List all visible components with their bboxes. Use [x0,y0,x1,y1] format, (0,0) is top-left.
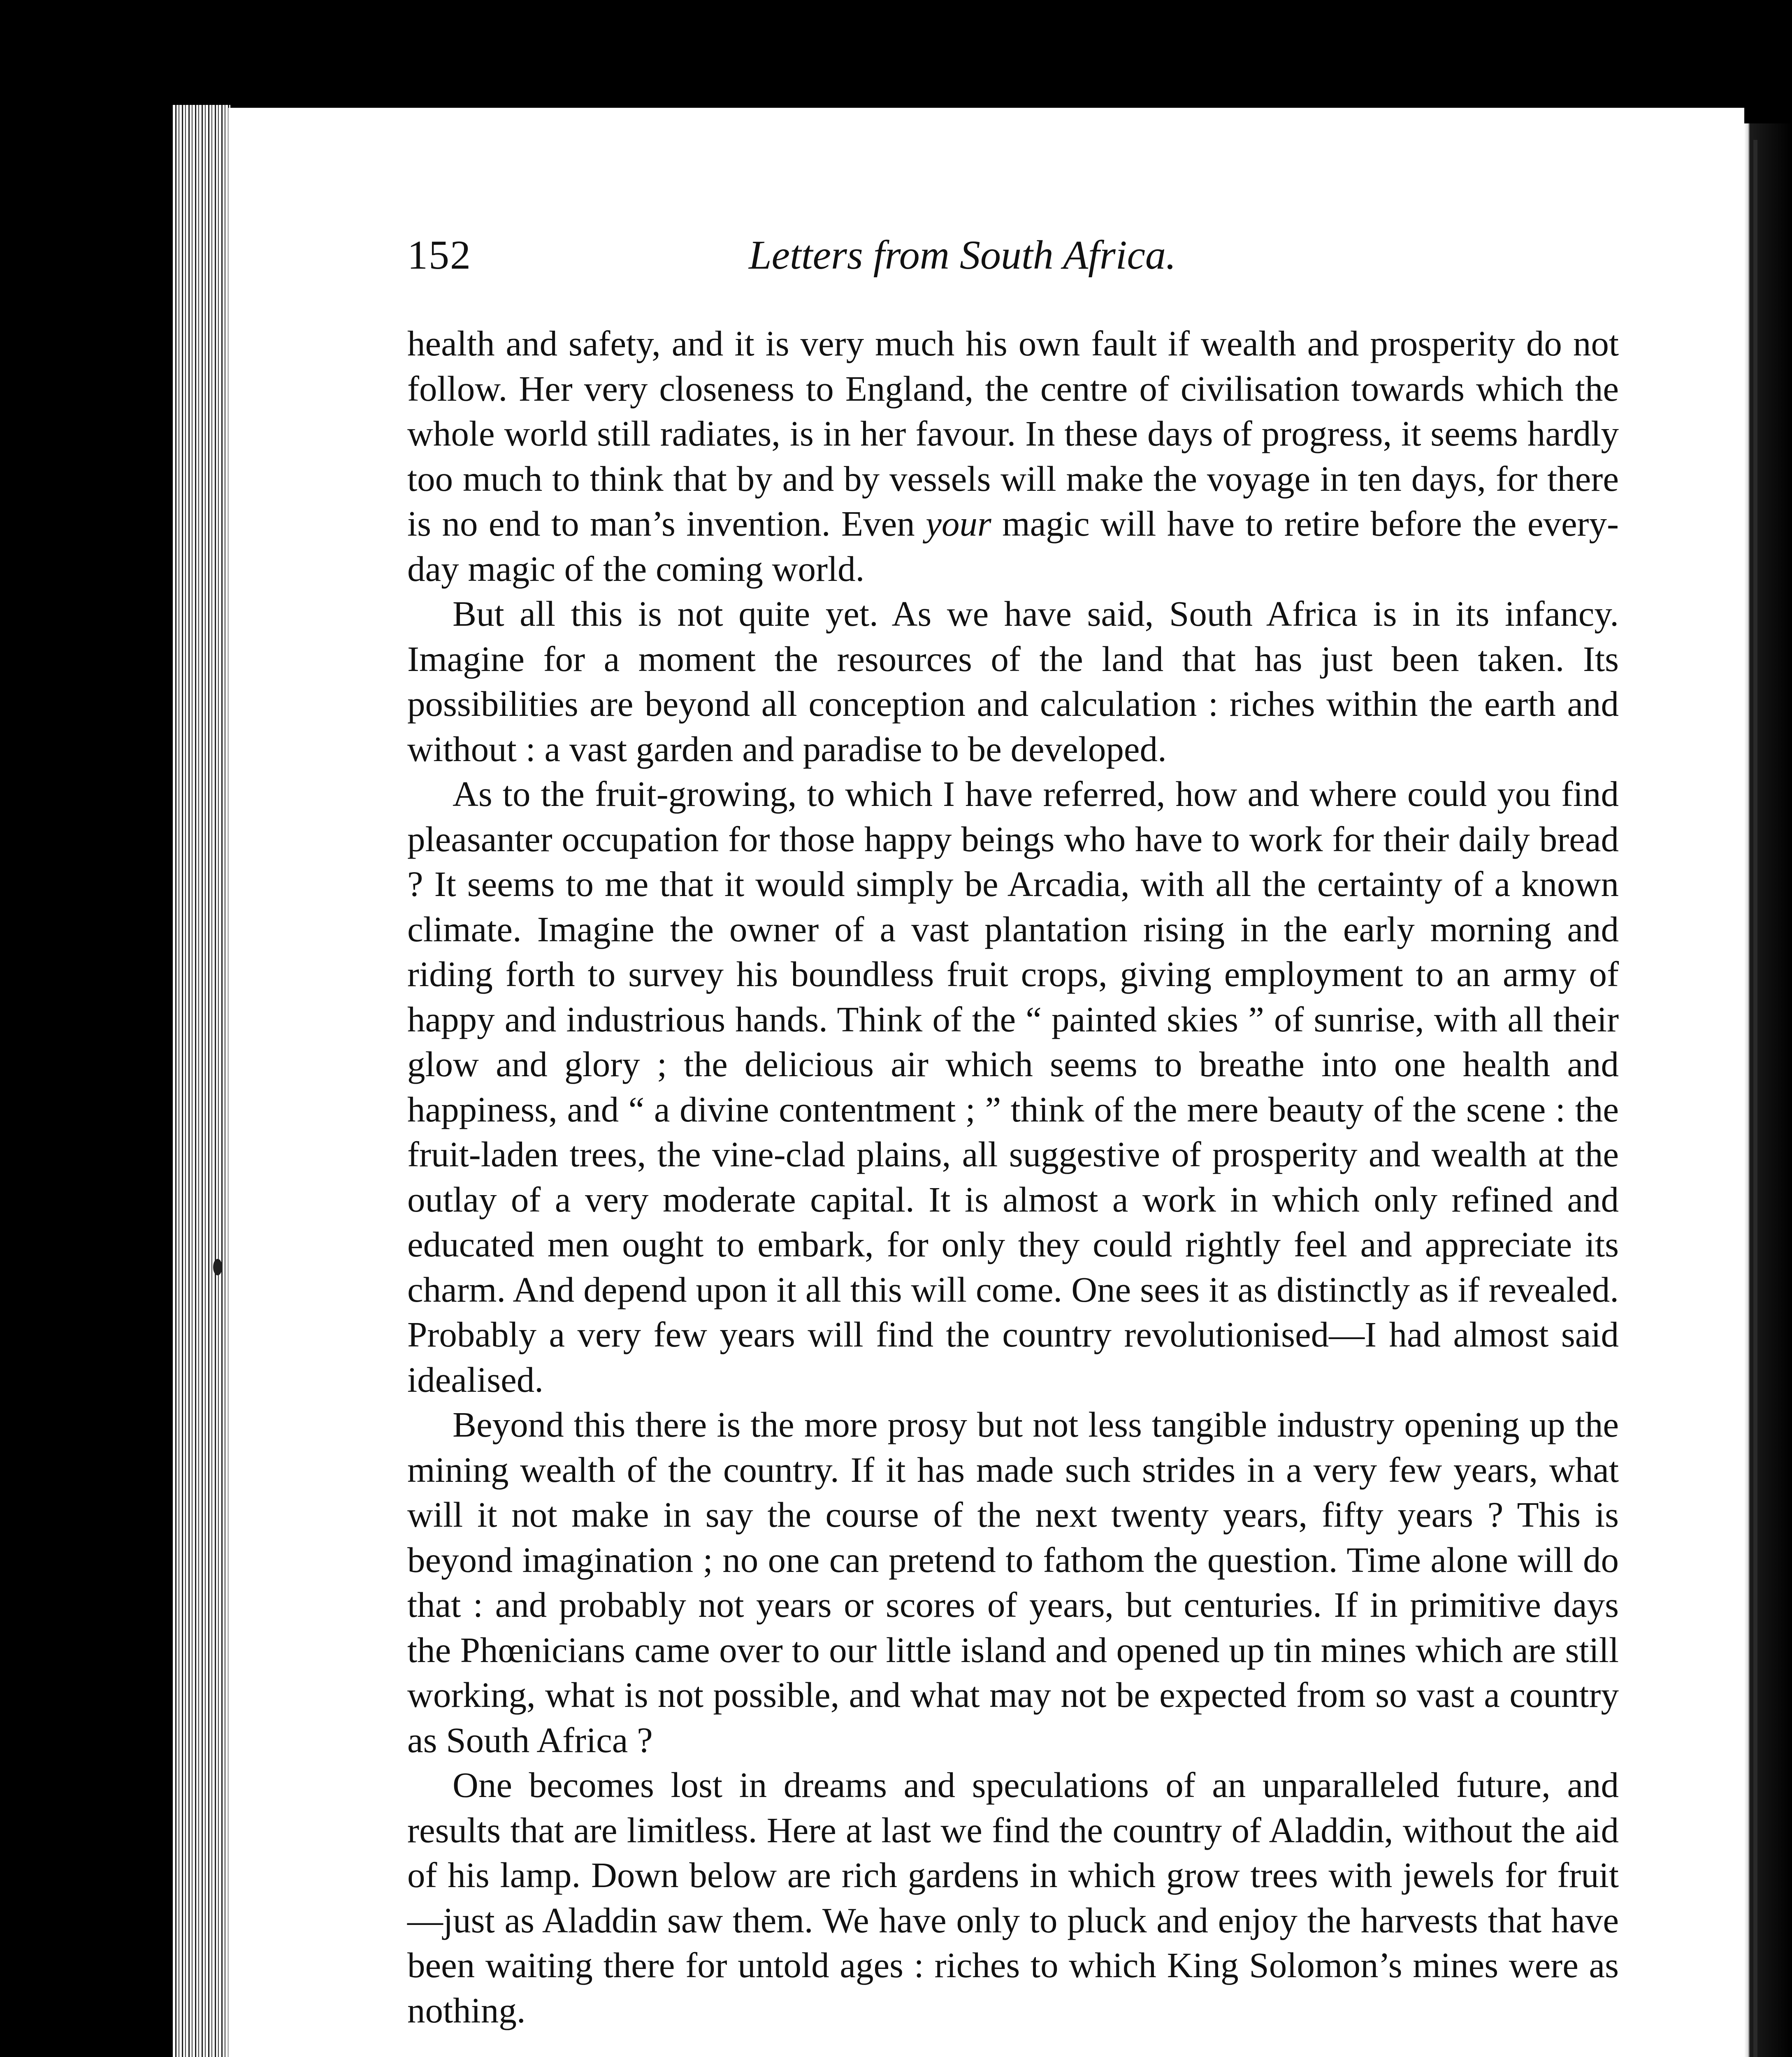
paragraph-1 [407,321,1619,591]
page-header [407,230,1625,292]
right-page-edge [1753,140,1757,2057]
body-text [407,321,1619,2033]
page-number: 152 [407,232,471,278]
paragraph-1-before: health and safety, and it is very much his own fault if wealth and prosperity do not follow. Her very closeness to England, the centre of civilisation towards which the whole world still radiates, is in her favour. In these days of progress, it seems hardly too much to think that by and by vessels will make the voyage in ten days, for there is no end to man’s invention. Even [407,323,1619,543]
paragraph-2: But all this is not quite yet. As we have said, South Africa is in its infancy. Imagine for a moment the resources of the land that has just been taken. Its possibilities are beyond all conception and calculation : riches within the earth and without : a vast garden and paradise to be developed. [407,594,1619,769]
book-spine-page-edges [173,105,230,2057]
right-binding-shadow [1744,123,1792,2057]
paragraph-1-emphasis: your [926,504,991,543]
paragraph-5: One becomes lost in dreams and speculations of an unparalleled future, and results that are limitless. Here at last we find the country of Aladdin, without the aid of his lamp. Down below are rich gardens in which grow trees with jewels for fruit—just as Aladdin saw them. We have only to pluck and enjoy the harvests that have been waiting there for untold ages : riches to which King Solomon’s mines were as nothing. [407,1765,1619,2030]
scan-speck [213,1259,222,1275]
running-title: Letters from South Africa. [749,232,1176,278]
paragraph-3: As to the fruit-growing, to which I have referred, how and where could you find pleasanter occupation for those happy beings who have to work for their daily bread ? It seems to me that it would simply be Arcadia, with all the certainty of a known climate. Imagine the owner of a vast plantation rising in the early morning and riding forth to survey his boundless fruit crops, giving employment to an army of happy and industrious hands. Think of the “ painted skies ” of sunrise, with all their glow and glory ; the delicious air which seems to breathe into one health and happiness, and “ a divine contentment ; ” think of the mere beauty of the scene : the fruit-laden trees, the vine-clad plains, all suggestive of prosperity and wealth at the outlay of a very moderate capital. It is almost a work in which only refined and educated men ought to embark, for only they could rightly feel and appreciate its charm. And depend upon it all this will come. One sees it as distinctly as if revealed. Probably a very few years will find the country revolutionised—I had almost said idealised. [407,774,1619,1400]
paragraph-1-after: magic will have to retire before the every-day magic of the coming world. [407,504,1619,589]
paragraph-4: Beyond this there is the more prosy but not less tangible industry opening up the mining wealth of the country. If it has made such strides in a very few years, what will it not make in say the course of the next twenty years, fifty years ? This is beyond imagination ; no one can pretend to fathom the question. Time alone will do that : and probably not years or scores of years, but centuries. If in primitive days the Phœnicians came over to our little island and opened up tin mines which are still working, what is not possible, and what may not be expected from so vast a country as South Africa ? [407,1405,1619,1760]
